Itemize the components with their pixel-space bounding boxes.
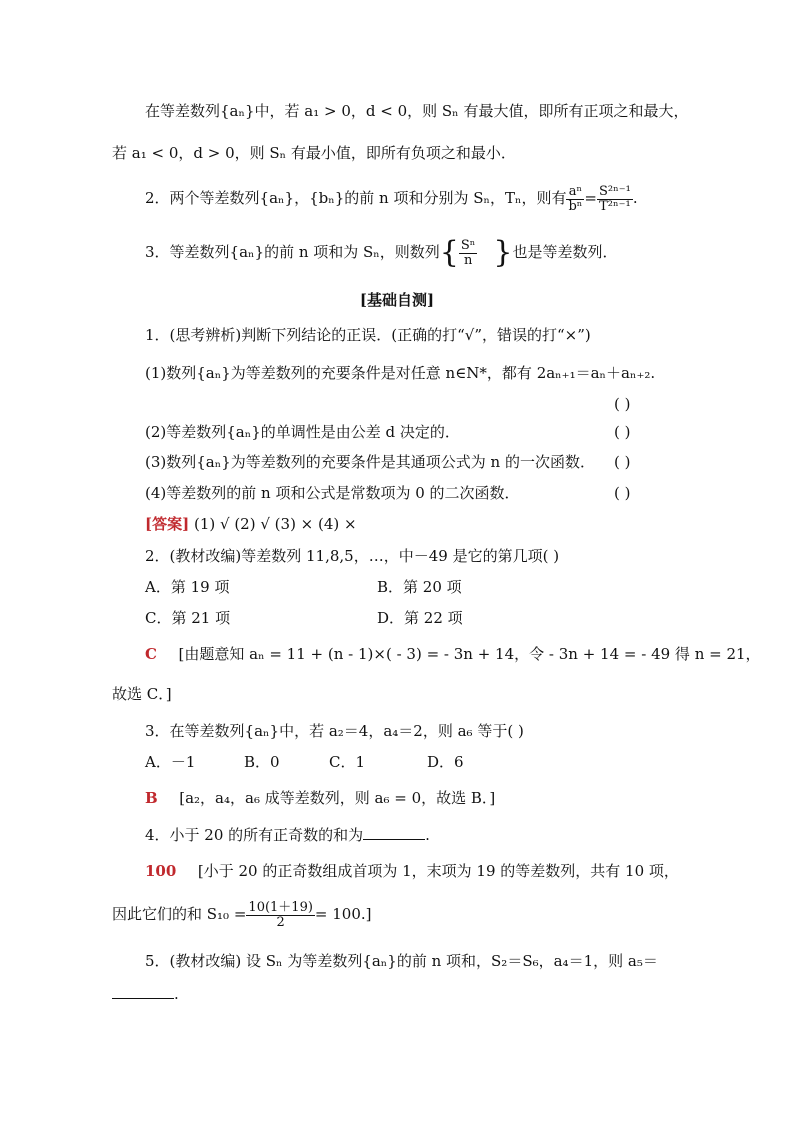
intro-item-3 [145,232,618,272]
item-3-text: 3．等差数列{aₙ}的前 n 项和为 Sₙ，则数列 [145,243,440,261]
q4-sum-fraction [246,901,315,930]
q2-solution-text: [由题意知 aₙ = 11 + (n - 1)×( - 3) = - 3n + 14，令 - 3n + 14 = - 49 得 n = 21， [178,645,761,663]
q1-statement-1: (1)数列{aₙ}为等差数列的充要条件是对任意 n∈N*，都有 2aₙ₊₁＝aₙ＋aₙ₊₂. [145,364,656,382]
q2-solution-line-2: 故选 C．] [112,685,172,703]
q2-solution-line-1 [145,643,761,665]
fraction-denominator: 2 [276,914,285,930]
q1-statement-4: (4)等差数列的前 n 项和公式是常数项为 0 的二次函数． [145,484,520,502]
q2-answer-letter: C [145,645,157,663]
q4-answer-value: 100 [145,862,177,880]
q4-solution-line-1 [145,860,679,882]
fraction-numerator: aⁿ [566,185,584,200]
q2-stem: 2．(教材改编)等差数列 11,8,5，…，中－49 是它的第几项( ) [145,547,560,565]
intro-line-1: 在等差数列{aₙ}中，若 a₁ > 0，d < 0，则 Sₙ 有最大值，即所有正项之和最大， [145,102,689,120]
right-brace: } [493,235,513,270]
fraction-numerator: 10(1＋19) [248,899,313,915]
fraction-denominator: bⁿ [568,198,583,214]
answer-blank [112,984,174,999]
item-2-end: . [632,189,638,207]
q1-answer-paren-4: ( ) [614,484,631,502]
q5-stem-end: . [174,985,179,1003]
q1-answer [145,513,357,535]
fraction-denominator: n [463,252,473,268]
q4-solution-line-2 [112,896,372,932]
q2-option-c: C．第 21 项 [145,609,231,627]
q4-solution-text: [小于 20 的正奇数组成首项为 1，末项为 19 的等差数列，共有 10 项， [197,862,679,880]
q1-statement-2: (2)等差数列{aₙ}的单调性是由公差 d 决定的． [145,423,460,441]
fraction-s-over-n [459,239,478,268]
q4-stem [145,824,430,846]
q3-stem: 3．在等差数列{aₙ}中，若 a₂＝4，a₄＝2，则 a₆ 等于( ) [145,722,524,740]
fraction-a-over-b [566,185,584,214]
fraction-numerator: S²ⁿ⁻¹ [599,183,631,199]
equals-sign: = [584,189,597,207]
q2-option-d: D．第 22 项 [377,609,463,627]
q3-option-a: A．－1 [145,753,196,771]
q5-stem: 5．(教材改编) 设 Sₙ 为等差数列{aₙ}的前 n 项和，S₂＝S₆，a₄＝1，则 a₅＝ [145,952,658,970]
q2-option-b: B．第 20 项 [377,578,462,596]
q3-solution-text: [a₂，a₄，a₆ 成等差数列，则 a₆ = 0，故选 B．] [179,789,496,807]
q3-option-d: D．6 [427,753,464,771]
q4-sum-prefix: 因此它们的和 S₁₀ = [112,905,247,923]
q1-answer-paren-2: ( ) [614,423,631,441]
q1-answer-paren-1: ( ) [614,395,631,413]
fraction-s-over-t [597,185,633,214]
fraction-numerator: Sⁿ [460,237,476,253]
q5-blank-line [112,983,179,1005]
q3-answer-letter: B [145,789,158,807]
q3-option-c: C．1 [329,753,366,771]
q4-sum-result: = 100.] [314,905,372,923]
answer-text: (1) √ (2) √ (3) × (4) × [193,515,357,533]
answer-blank [363,825,425,840]
item-2-text: 2．两个等差数列{aₙ}，{bₙ}的前 n 项和分别为 Sₙ，Tₙ，则有 [145,189,567,207]
section-title: [基础自测] [359,291,435,309]
intro-line-2: 若 a₁ < 0，d > 0，则 Sₙ 有最小值，即所有负项之和最小． [112,144,516,162]
q3-solution [145,787,495,809]
q4-stem-end: . [425,826,430,844]
answer-label: [答案] [145,515,190,533]
q4-stem-text: 4．小于 20 的所有正奇数的和为 [145,826,364,844]
left-brace: { [439,235,459,270]
q3-option-b: B．0 [244,753,280,771]
q2-option-a: A．第 19 项 [145,578,230,596]
fraction-denominator: T²ⁿ⁻¹ [599,198,631,214]
item-3-end: 也是等差数列． [512,243,618,261]
intro-item-2 [145,180,638,216]
q1-answer-paren-3: ( ) [614,453,631,471]
q1-stem: 1．(思考辨析)判断下列结论的正误．(正确的打“√”，错误的打“×”) [145,326,591,344]
q1-statement-3: (3)数列{aₙ}为等差数列的充要条件是其通项公式为 n 的一次函数． [145,453,595,471]
